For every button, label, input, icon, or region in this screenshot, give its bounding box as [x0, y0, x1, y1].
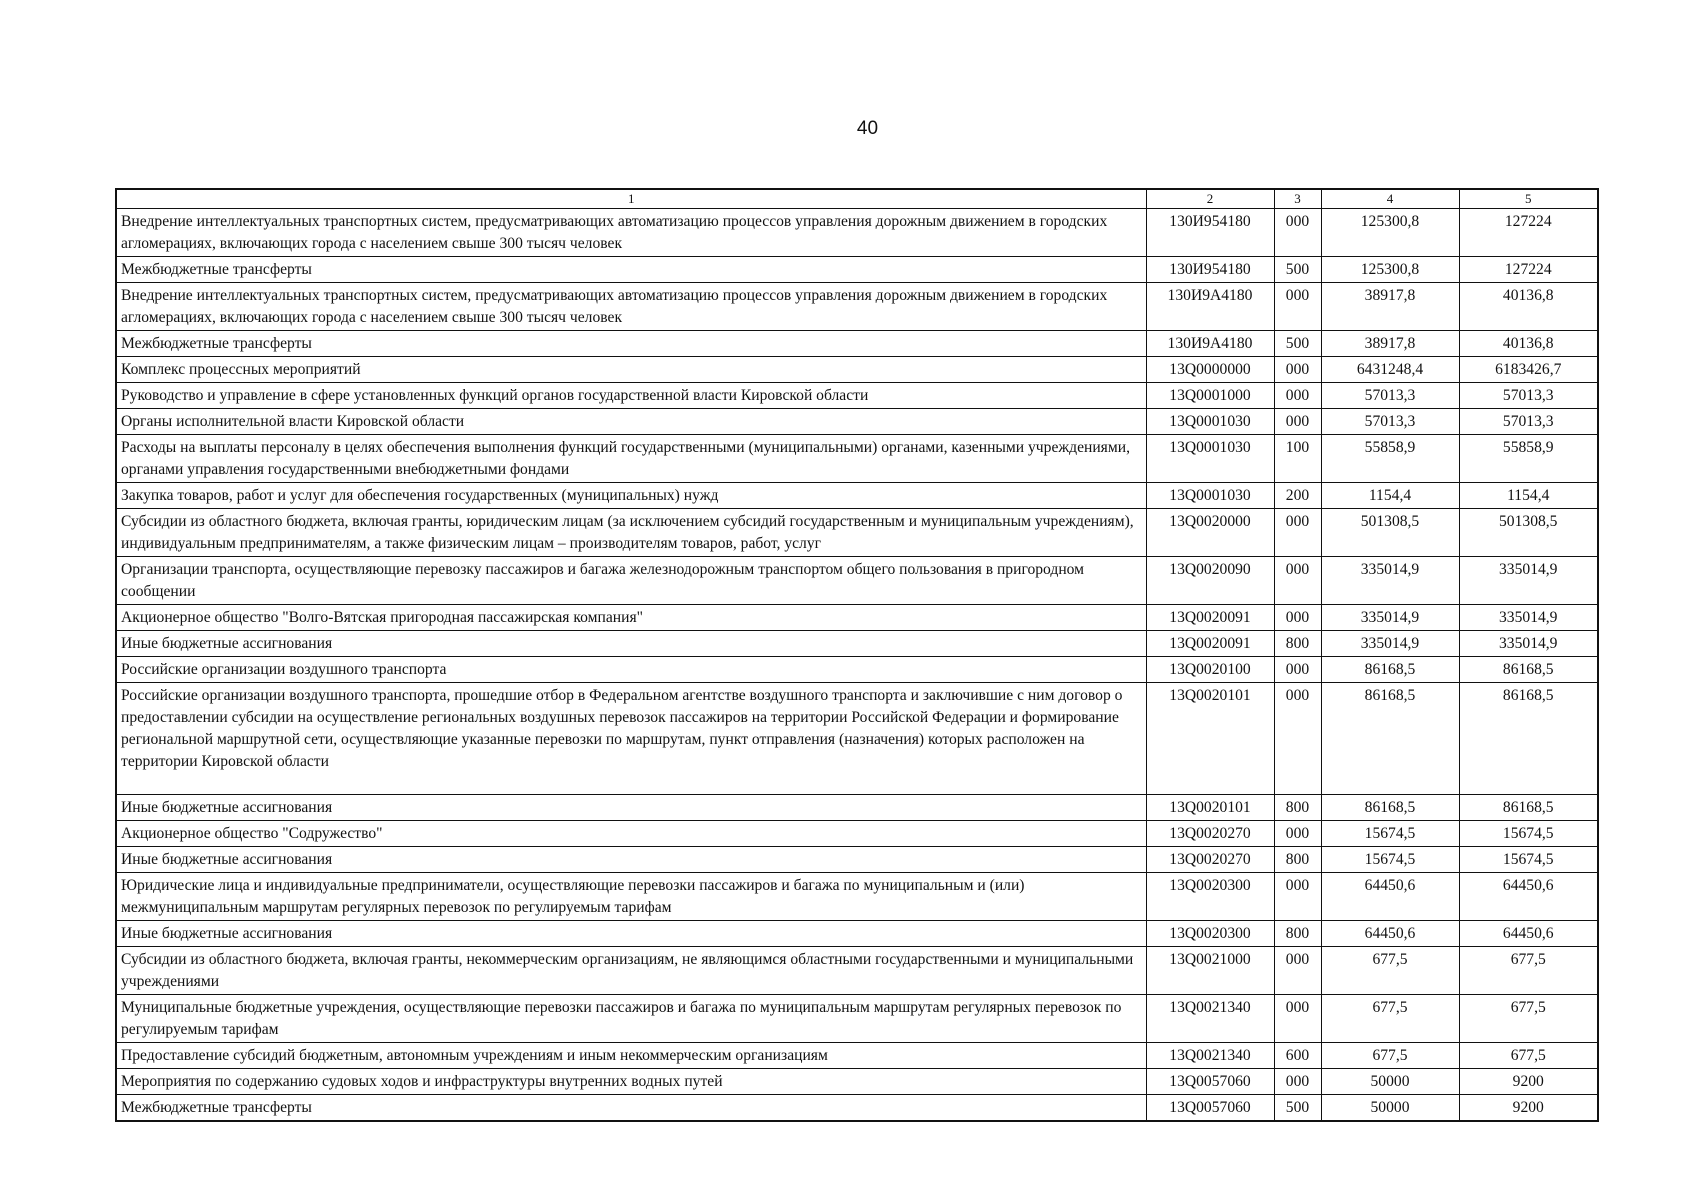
row-name-cell: Российские организации воздушного транспорта, прошедшие отбор в Федеральном агентстве воздушного транспорта и заключившие с ним договор о предоставлении субсидии на осуществление региональных воздушных перевозок пассажиров на территории Российской Федерации и формирование региональной маршрутной сети, осуществляющие указанные перевозки по маршрутам, пункт отправления (назначения) которых расположен на территории Кировской области	[116, 683, 1146, 795]
row-code-cell: 13Q0020101	[1146, 795, 1274, 821]
row-name-cell: Межбюджетные трансферты	[116, 1095, 1146, 1122]
row-sum-2026-cell: 40136,8	[1459, 331, 1598, 357]
table-row	[116, 683, 1598, 795]
row-code-cell: 130И954180	[1146, 209, 1274, 257]
row-sum-2025-cell: 335014,9	[1321, 605, 1459, 631]
table-row	[116, 1095, 1598, 1122]
row-sum-2025-cell: 64450,6	[1321, 921, 1459, 947]
row-name-cell: Иные бюджетные ассигнования	[116, 795, 1146, 821]
row-kvr-cell: 000	[1274, 1069, 1321, 1095]
row-sum-2025-cell: 55858,9	[1321, 435, 1459, 483]
row-name-cell: Органы исполнительной власти Кировской области	[116, 409, 1146, 435]
row-sum-2025-cell: 125300,8	[1321, 209, 1459, 257]
row-code-cell: 13Q0021340	[1146, 1043, 1274, 1069]
row-code-cell: 13Q0020090	[1146, 557, 1274, 605]
table-row	[116, 947, 1598, 995]
row-sum-2025-cell: 15674,5	[1321, 847, 1459, 873]
table-row	[116, 821, 1598, 847]
row-kvr-cell: 000	[1274, 873, 1321, 921]
row-name-cell: Акционерное общество "Волго-Вятская пригородная пассажирская компания"	[116, 605, 1146, 631]
row-sum-2026-cell: 9200	[1459, 1095, 1598, 1122]
table-row	[116, 209, 1598, 257]
header-col-3: 3	[1274, 189, 1321, 209]
row-sum-2025-cell: 677,5	[1321, 995, 1459, 1043]
table-row	[116, 509, 1598, 557]
row-name-cell: Субсидии из областного бюджета, включая гранты, юридическим лицам (за исключением субсидий государственным и муниципальным учреждениям), индивидуальным предпринимателям, а также физическим лицам – производителям товаров, работ, услуг	[116, 509, 1146, 557]
row-sum-2025-cell: 57013,3	[1321, 409, 1459, 435]
row-kvr-cell: 000	[1274, 209, 1321, 257]
row-kvr-cell: 000	[1274, 657, 1321, 683]
row-sum-2026-cell: 677,5	[1459, 947, 1598, 995]
row-name-cell: Иные бюджетные ассигнования	[116, 631, 1146, 657]
row-name-cell: Межбюджетные трансферты	[116, 257, 1146, 283]
row-code-cell: 13Q0021000	[1146, 947, 1274, 995]
row-kvr-cell: 000	[1274, 683, 1321, 795]
row-sum-2025-cell: 677,5	[1321, 947, 1459, 995]
table-row	[116, 409, 1598, 435]
row-kvr-cell: 000	[1274, 947, 1321, 995]
row-code-cell: 13Q0001000	[1146, 383, 1274, 409]
row-sum-2025-cell: 38917,8	[1321, 331, 1459, 357]
table-row	[116, 1043, 1598, 1069]
table-row	[116, 847, 1598, 873]
row-kvr-cell: 500	[1274, 331, 1321, 357]
row-sum-2026-cell: 335014,9	[1459, 557, 1598, 605]
row-sum-2025-cell: 86168,5	[1321, 657, 1459, 683]
page-number: 40	[856, 118, 879, 139]
row-sum-2025-cell: 15674,5	[1321, 821, 1459, 847]
row-kvr-cell: 000	[1274, 605, 1321, 631]
row-code-cell: 13Q0057060	[1146, 1095, 1274, 1122]
row-sum-2025-cell: 1154,4	[1321, 483, 1459, 509]
row-kvr-cell: 000	[1274, 509, 1321, 557]
row-name-cell: Иные бюджетные ассигнования	[116, 847, 1146, 873]
row-code-cell: 13Q0020270	[1146, 847, 1274, 873]
row-name-cell: Расходы на выплаты персоналу в целях обеспечения выполнения функций государственными (муниципальными) органами, казенными учреждениями, органами управления государственными внебюджетными фондами	[116, 435, 1146, 483]
row-code-cell: 13Q0020270	[1146, 821, 1274, 847]
row-kvr-cell: 000	[1274, 283, 1321, 331]
header-col-5: 5	[1459, 189, 1598, 209]
table-row	[116, 873, 1598, 921]
row-sum-2025-cell: 86168,5	[1321, 795, 1459, 821]
table-row	[116, 435, 1598, 483]
row-kvr-cell: 600	[1274, 1043, 1321, 1069]
row-kvr-cell: 800	[1274, 847, 1321, 873]
row-kvr-cell: 000	[1274, 357, 1321, 383]
row-code-cell: 130И954180	[1146, 257, 1274, 283]
row-kvr-cell: 500	[1274, 257, 1321, 283]
row-code-cell: 13Q0020091	[1146, 631, 1274, 657]
header-row	[116, 189, 1598, 209]
table-row	[116, 483, 1598, 509]
row-kvr-cell: 800	[1274, 921, 1321, 947]
table-row	[116, 331, 1598, 357]
row-kvr-cell: 000	[1274, 409, 1321, 435]
row-code-cell: 13Q0001030	[1146, 435, 1274, 483]
row-code-cell: 13Q0020091	[1146, 605, 1274, 631]
row-name-cell: Комплекс процессных мероприятий	[116, 357, 1146, 383]
row-name-cell: Иные бюджетные ассигнования	[116, 921, 1146, 947]
row-code-cell: 13Q0001030	[1146, 483, 1274, 509]
header-col-2: 2	[1146, 189, 1274, 209]
row-sum-2026-cell: 86168,5	[1459, 683, 1598, 795]
row-kvr-cell: 100	[1274, 435, 1321, 483]
row-sum-2026-cell: 335014,9	[1459, 631, 1598, 657]
row-code-cell: 13Q0021340	[1146, 995, 1274, 1043]
row-sum-2025-cell: 677,5	[1321, 1043, 1459, 1069]
row-sum-2025-cell: 335014,9	[1321, 557, 1459, 605]
row-kvr-cell: 000	[1274, 821, 1321, 847]
row-name-cell: Внедрение интеллектуальных транспортных систем, предусматривающих автоматизацию процессов управления дорожным движением в городских агломерациях, включающих города с населением свыше 300 тысяч человек	[116, 209, 1146, 257]
budget-table	[115, 188, 1599, 1122]
row-sum-2026-cell: 1154,4	[1459, 483, 1598, 509]
row-name-cell: Российские организации воздушного транспорта	[116, 657, 1146, 683]
row-sum-2026-cell: 127224	[1459, 257, 1598, 283]
row-name-cell: Предоставление субсидий бюджетным, автономным учреждениям и иным некоммерческим организациям	[116, 1043, 1146, 1069]
row-code-cell: 130И9А4180	[1146, 331, 1274, 357]
row-sum-2026-cell: 677,5	[1459, 1043, 1598, 1069]
table-row	[116, 257, 1598, 283]
row-code-cell: 13Q0020300	[1146, 873, 1274, 921]
row-code-cell: 13Q0020300	[1146, 921, 1274, 947]
row-kvr-cell: 800	[1274, 795, 1321, 821]
row-kvr-cell: 000	[1274, 995, 1321, 1043]
row-sum-2026-cell: 57013,3	[1459, 409, 1598, 435]
row-kvr-cell: 800	[1274, 631, 1321, 657]
row-kvr-cell: 000	[1274, 557, 1321, 605]
row-name-cell: Внедрение интеллектуальных транспортных систем, предусматривающих автоматизацию процессов управления дорожным движением в городских агломерациях, включающих города с населением свыше 300 тысяч человек	[116, 283, 1146, 331]
row-sum-2026-cell: 86168,5	[1459, 657, 1598, 683]
row-sum-2025-cell: 38917,8	[1321, 283, 1459, 331]
row-code-cell: 13Q0020000	[1146, 509, 1274, 557]
row-sum-2026-cell: 127224	[1459, 209, 1598, 257]
row-sum-2026-cell: 55858,9	[1459, 435, 1598, 483]
row-sum-2025-cell: 6431248,4	[1321, 357, 1459, 383]
row-sum-2025-cell: 50000	[1321, 1095, 1459, 1122]
table-row	[116, 283, 1598, 331]
table-row	[116, 921, 1598, 947]
table-row	[116, 795, 1598, 821]
table-row	[116, 605, 1598, 631]
table-row	[116, 557, 1598, 605]
row-name-cell: Субсидии из областного бюджета, включая гранты, некоммерческим организациям, не являющимся областными государственными и муниципальными учреждениями	[116, 947, 1146, 995]
row-sum-2026-cell: 15674,5	[1459, 821, 1598, 847]
header-col-4: 4	[1321, 189, 1459, 209]
row-sum-2026-cell: 677,5	[1459, 995, 1598, 1043]
header-col-1: 1	[116, 189, 1146, 209]
row-name-cell: Руководство и управление в сфере установленных функций органов государственной власти Кировской области	[116, 383, 1146, 409]
table-row	[116, 383, 1598, 409]
table-row	[116, 631, 1598, 657]
row-sum-2025-cell: 64450,6	[1321, 873, 1459, 921]
row-sum-2026-cell: 64450,6	[1459, 873, 1598, 921]
row-sum-2026-cell: 64450,6	[1459, 921, 1598, 947]
row-name-cell: Закупка товаров, работ и услуг для обеспечения государственных (муниципальных) нужд	[116, 483, 1146, 509]
table-row	[116, 357, 1598, 383]
row-code-cell: 13Q0001030	[1146, 409, 1274, 435]
row-name-cell: Межбюджетные трансферты	[116, 331, 1146, 357]
row-sum-2025-cell: 125300,8	[1321, 257, 1459, 283]
row-sum-2025-cell: 57013,3	[1321, 383, 1459, 409]
row-sum-2026-cell: 57013,3	[1459, 383, 1598, 409]
row-sum-2025-cell: 335014,9	[1321, 631, 1459, 657]
row-sum-2026-cell: 501308,5	[1459, 509, 1598, 557]
row-sum-2025-cell: 50000	[1321, 1069, 1459, 1095]
row-name-cell: Юридические лица и индивидуальные предприниматели, осуществляющие перевозки пассажиров и багажа по муниципальным и (или) межмуниципальным маршрутам регулярных перевозок по регулируемым тарифам	[116, 873, 1146, 921]
row-sum-2026-cell: 86168,5	[1459, 795, 1598, 821]
row-code-cell: 13Q0020101	[1146, 683, 1274, 795]
row-sum-2026-cell: 9200	[1459, 1069, 1598, 1095]
row-name-cell: Акционерное общество "Содружество"	[116, 821, 1146, 847]
table-body	[116, 209, 1598, 1122]
row-code-cell: 13Q0020100	[1146, 657, 1274, 683]
table-row	[116, 657, 1598, 683]
row-name-cell: Мероприятия по содержанию судовых ходов и инфраструктуры внутренних водных путей	[116, 1069, 1146, 1095]
row-kvr-cell: 200	[1274, 483, 1321, 509]
row-sum-2026-cell: 15674,5	[1459, 847, 1598, 873]
row-sum-2026-cell: 6183426,7	[1459, 357, 1598, 383]
row-kvr-cell: 000	[1274, 383, 1321, 409]
row-sum-2026-cell: 40136,8	[1459, 283, 1598, 331]
row-name-cell: Муниципальные бюджетные учреждения, осуществляющие перевозки пассажиров и багажа по муниципальным маршрутам регулярных перевозок по регулируемым тарифам	[116, 995, 1146, 1043]
row-kvr-cell: 500	[1274, 1095, 1321, 1122]
table-header	[116, 189, 1598, 209]
row-code-cell: 13Q0057060	[1146, 1069, 1274, 1095]
row-code-cell: 130И9А4180	[1146, 283, 1274, 331]
table-row	[116, 995, 1598, 1043]
row-code-cell: 13Q0000000	[1146, 357, 1274, 383]
row-name-cell: Организации транспорта, осуществляющие перевозку пассажиров и багажа железнодорожным транспортом общего пользования в пригородном сообщении	[116, 557, 1146, 605]
row-sum-2025-cell: 501308,5	[1321, 509, 1459, 557]
row-sum-2025-cell: 86168,5	[1321, 683, 1459, 795]
row-sum-2026-cell: 335014,9	[1459, 605, 1598, 631]
table-row	[116, 1069, 1598, 1095]
